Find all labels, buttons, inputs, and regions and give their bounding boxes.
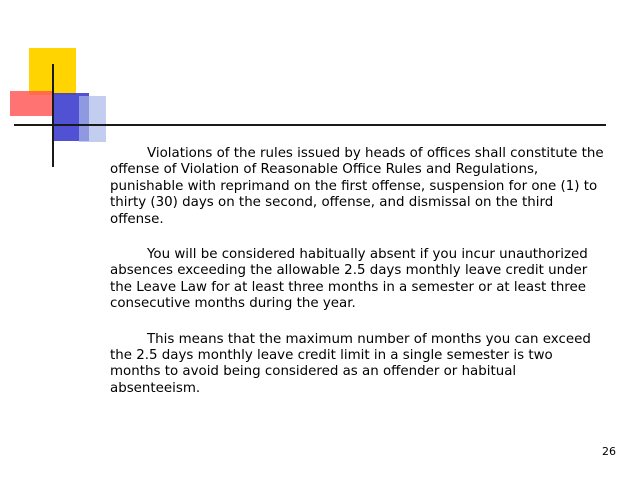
decorative-red-rectangle — [10, 91, 53, 116]
paragraph-violations: Violations of the rules issued by heads of offices shall constitute the offense of Violation of Reasonable Office Rules and Regulations, punishable with reprimand on the first offense, suspension for one (1) to thirty (30) days on the second, offense, and dismissal on the third offense. — [110, 146, 604, 227]
decorative-vertical-line — [52, 64, 54, 167]
slide-body-text — [110, 146, 605, 416]
page-number: 26 — [602, 445, 616, 458]
paragraph-maximum-months: This means that the maximum number of months you can exceed the 2.5 days monthly leave credit limit in a single semester is two months to avoid being considered as an offender or habitual absenteeism. — [110, 331, 591, 396]
decorative-light-blue-square — [79, 96, 106, 142]
paragraph-habitual-absence: You will be considered habitually absent if you incur unauthorized absences exceeding the allowable 2.5 days monthly leave credit under the Leave Law for at least three months in a semester or at least three consecutive months during the year. — [110, 247, 588, 312]
title-divider-line — [14, 124, 606, 126]
